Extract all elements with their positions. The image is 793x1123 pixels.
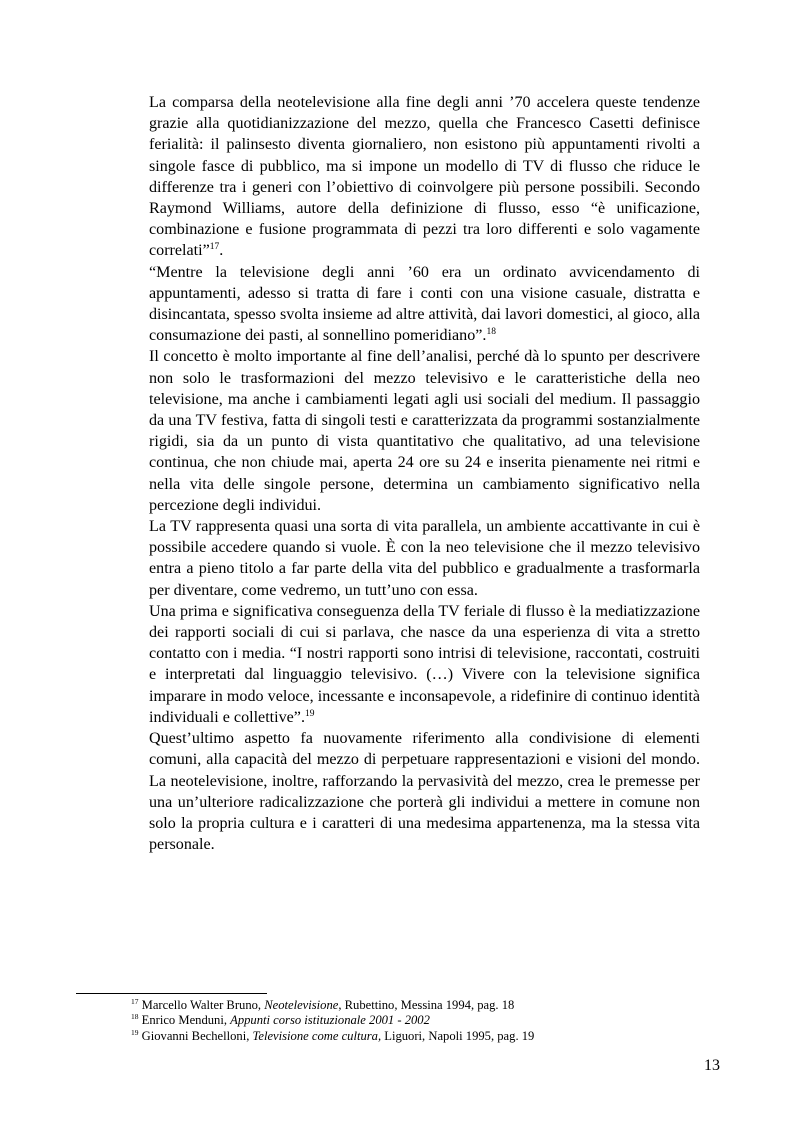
footnote-author: Giovanni Bechelloni, (138, 1028, 253, 1043)
footnote-title: Appunti corso istituzionale 2001 - 2002 (230, 1013, 430, 1028)
footnote-title: Neotelevisione (264, 998, 339, 1012)
paragraph-5-text: Una prima e significativa conseguenza della TV feriale di flusso è la mediatizzazione dei rapporti sociali di cui si parlava, che nasce da una esperienza di vita a stretto contatto con i media. “I nostri rapporti sono intrisi di televisione, raccontati, costruiti e interpretati dal linguaggio televisivo. (…) Vivere con la televisione significa imparare in modo veloce, incessante e inconsapevole, a ridefinire di continuo identità individuali e collettive”. (149, 602, 700, 726)
footnote-number: 19 (131, 1027, 139, 1037)
footnotes (131, 998, 731, 1044)
footnote-separator (76, 993, 267, 994)
footnote-19 (131, 1029, 731, 1044)
footnote-title: Televisione come cultura, (252, 1028, 382, 1043)
footnote-author: Enrico Menduni, (138, 1013, 231, 1028)
footnote-ref-18[interactable]: 18 (486, 327, 496, 338)
footnote-number: 18 (131, 1012, 139, 1022)
page-number: 13 (704, 1057, 720, 1074)
paragraph-2 (149, 262, 700, 347)
footnote-17 (131, 998, 731, 1013)
paragraph-6: Quest’ultimo aspetto fa nuovamente riferimento alla condivisione di elementi comuni, alla capacità del mezzo di perpetuare rappresentazioni e visioni del mondo. La neotelevisione, inoltre, rafforzando la pervasività del mezzo, crea le premesse per una un’ulteriore radicalizzazione che porterà gli individui a mettere in comune non solo la propria cultura e i caratteri di una medesima appartenenza, ma la stessa vita personale. (149, 730, 700, 854)
footnote-ref-17[interactable]: 17 (209, 242, 220, 253)
footnote-details: , Rubettino, Messina 1994, pag. 18 (338, 998, 515, 1012)
footnote-ref-19[interactable]: 19 (304, 708, 315, 719)
footnote-author: Marcello Walter Bruno, (138, 998, 265, 1012)
main-text (149, 92, 700, 855)
paragraph-2-text: “Mentre la televisione degli anni ’60 era un ordinato avvicendamento di appuntamenti, adesso si tratta di fare i conti con una visione casuale, distratta e disincantata, spesso svolta insieme ad altre attività, dai lavori domestici, al gioco, alla consumazione dei pasti, al sonnellino pomeridiano”. (149, 263, 700, 345)
footnote-18 (131, 1013, 731, 1028)
paragraph-1-text: La comparsa della neotelevisione alla fine degli anni ’70 accelera queste tendenze grazie alla quotidianizzazione del mezzo, quella che Francesco Casetti definisce ferialità: il palinsesto diventa giornaliero, non esistono più appuntamenti rivolti a singole fasce di pubblico, ma si impone un modello di TV di flusso che riduce le differenze tra i generi con l’obiettivo di coinvolgere più persone possibili. Secondo Raymond Williams, autore della definizione di flusso, esso “è unificazione, combinazione e fusione programmata di pezzi tra loro differenti e solo vagamente correlati” (149, 94, 700, 260)
footnote-number: 17 (131, 997, 139, 1006)
paragraph-5 (149, 601, 700, 728)
paragraph-3: Il concetto è molto importante al fine dell’analisi, perché dà lo spunto per descrivere non solo le trasformazioni del mezzo televisivo e le caratteristiche della neo televisione, ma anche i cambiamenti legati agli usi sociali del medium. Il passaggio da una TV festiva, fatta di singoli testi e caratterizzata da programmi sostanzialmente rigidi, sia da un punto di vista quantitativo che qualitativo, ad una televisione continua, che non chiude mai, aperta 24 ore su 24 e inserita pienamente nei ritmi e nella vita delle singole persone, determina un cambiamento significativo nella percezione degli individui. (149, 348, 700, 514)
paragraph-1 (149, 92, 700, 262)
paragraph-4: La TV rappresenta quasi una sorta di vita parallela, un ambiente accattivante in cui è possibile accedere quando si vuole. È con la neo televisione che il mezzo televisivo entra a pieno titolo a far parte della vita del pubblico e gradualmente a trasformarla per diventare, come vedremo, un tutt’uno con essa. (149, 518, 700, 599)
footnote-details: Liguori, Napoli 1995, pag. 19 (381, 1028, 535, 1043)
paragraph-1-end: . (219, 242, 224, 260)
